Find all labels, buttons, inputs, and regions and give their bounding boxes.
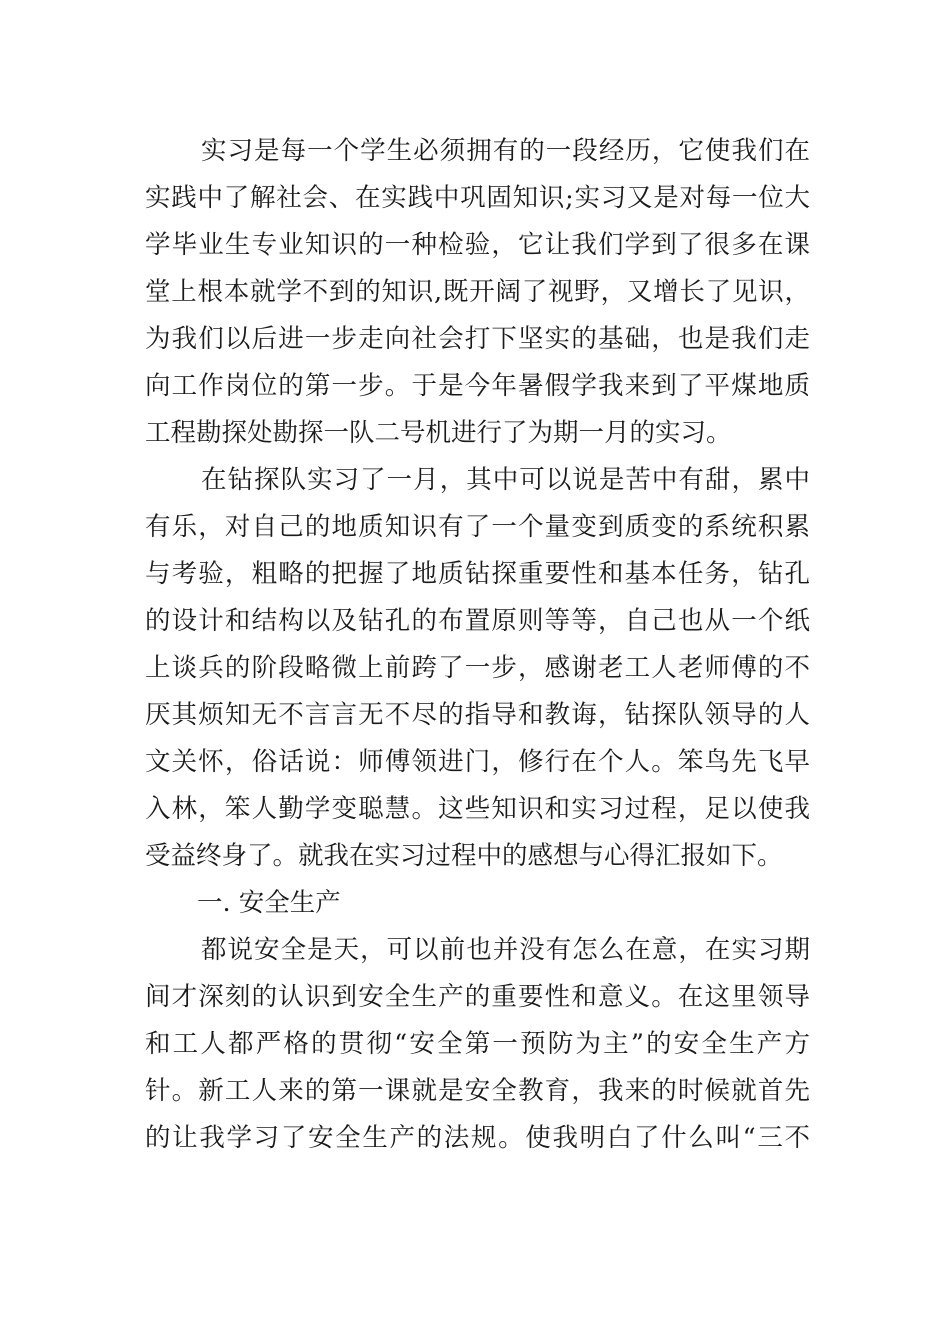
paragraph-internship-intro: [145, 128, 810, 457]
paragraph-line: 受益终身了。就我在实习过程中的感想与心得汇报如下。: [145, 841, 783, 871]
paragraph-line: 的让我学习了安全生产的法规。使我明白了什么叫“三不: [145, 1123, 810, 1153]
paragraph-line: 实习是每一个学生必须拥有的一段经历，它使我们在: [201, 136, 810, 166]
paragraph-line: 向工作岗位的第一步。于是今年暑假学我来到了平煤地质: [145, 371, 810, 401]
paragraph-line: 实践中了解社会、在实践中巩固知识;实习又是对每一位大: [145, 183, 810, 213]
section-heading: 一. 安全生产: [197, 888, 341, 918]
paragraph-line: 工程勘探处勘探一队二号机进行了为期一月的实习。: [145, 418, 732, 448]
paragraph-line: 在钻探队实习了一月，其中可以说是苦中有甜，累中: [201, 465, 810, 495]
paragraph-line: 有乐，对自己的地质知识有了一个量变到质变的系统积累: [145, 512, 810, 542]
paragraph-line: 为我们以后进一步走向社会打下坚实的基础，也是我们走: [145, 324, 810, 354]
paragraph-line: 学毕业生专业知识的一种检验，它让我们学到了很多在课: [145, 230, 810, 260]
paragraph-line: 与考验，粗略的把握了地质钻探重要性和基本任务，钻孔: [145, 559, 810, 589]
paragraph-line: 间才深刻的认识到安全生产的重要性和意义。在这里领导: [145, 982, 810, 1012]
paragraph-line: 针。新工人来的第一课就是安全教育，我来的时候就首先: [145, 1076, 810, 1106]
paragraph-drilling-team: [145, 457, 810, 880]
paragraph-line: 都说安全是天，可以前也并没有怎么在意，在实习期: [201, 935, 810, 965]
paragraph-line: 上谈兵的阶段略微上前跨了一步，感谢老工人老师傅的不: [145, 653, 810, 683]
document-body: [145, 128, 810, 1162]
paragraph-line: 堂上根本就学不到的知识,既开阔了视野，又增长了见识，: [145, 277, 810, 307]
paragraph-line: 厌其烦知无不言言无不尽的指导和教诲，钻探队领导的人: [145, 700, 810, 730]
paragraph-safety: [145, 927, 810, 1162]
paragraph-line: 入林，笨人勤学变聪慧。这些知识和实习过程，足以使我: [145, 794, 810, 824]
paragraph-line: 和工人都严格的贯彻“安全第一预防为主”的安全生产方: [145, 1029, 810, 1059]
paragraph-line: 文关怀，俗话说：师傅领进门，修行在个人。笨鸟先飞早: [145, 747, 810, 777]
paragraph-line: 的设计和结构以及钻孔的布置原则等等，自己也从一个纸: [145, 606, 810, 636]
